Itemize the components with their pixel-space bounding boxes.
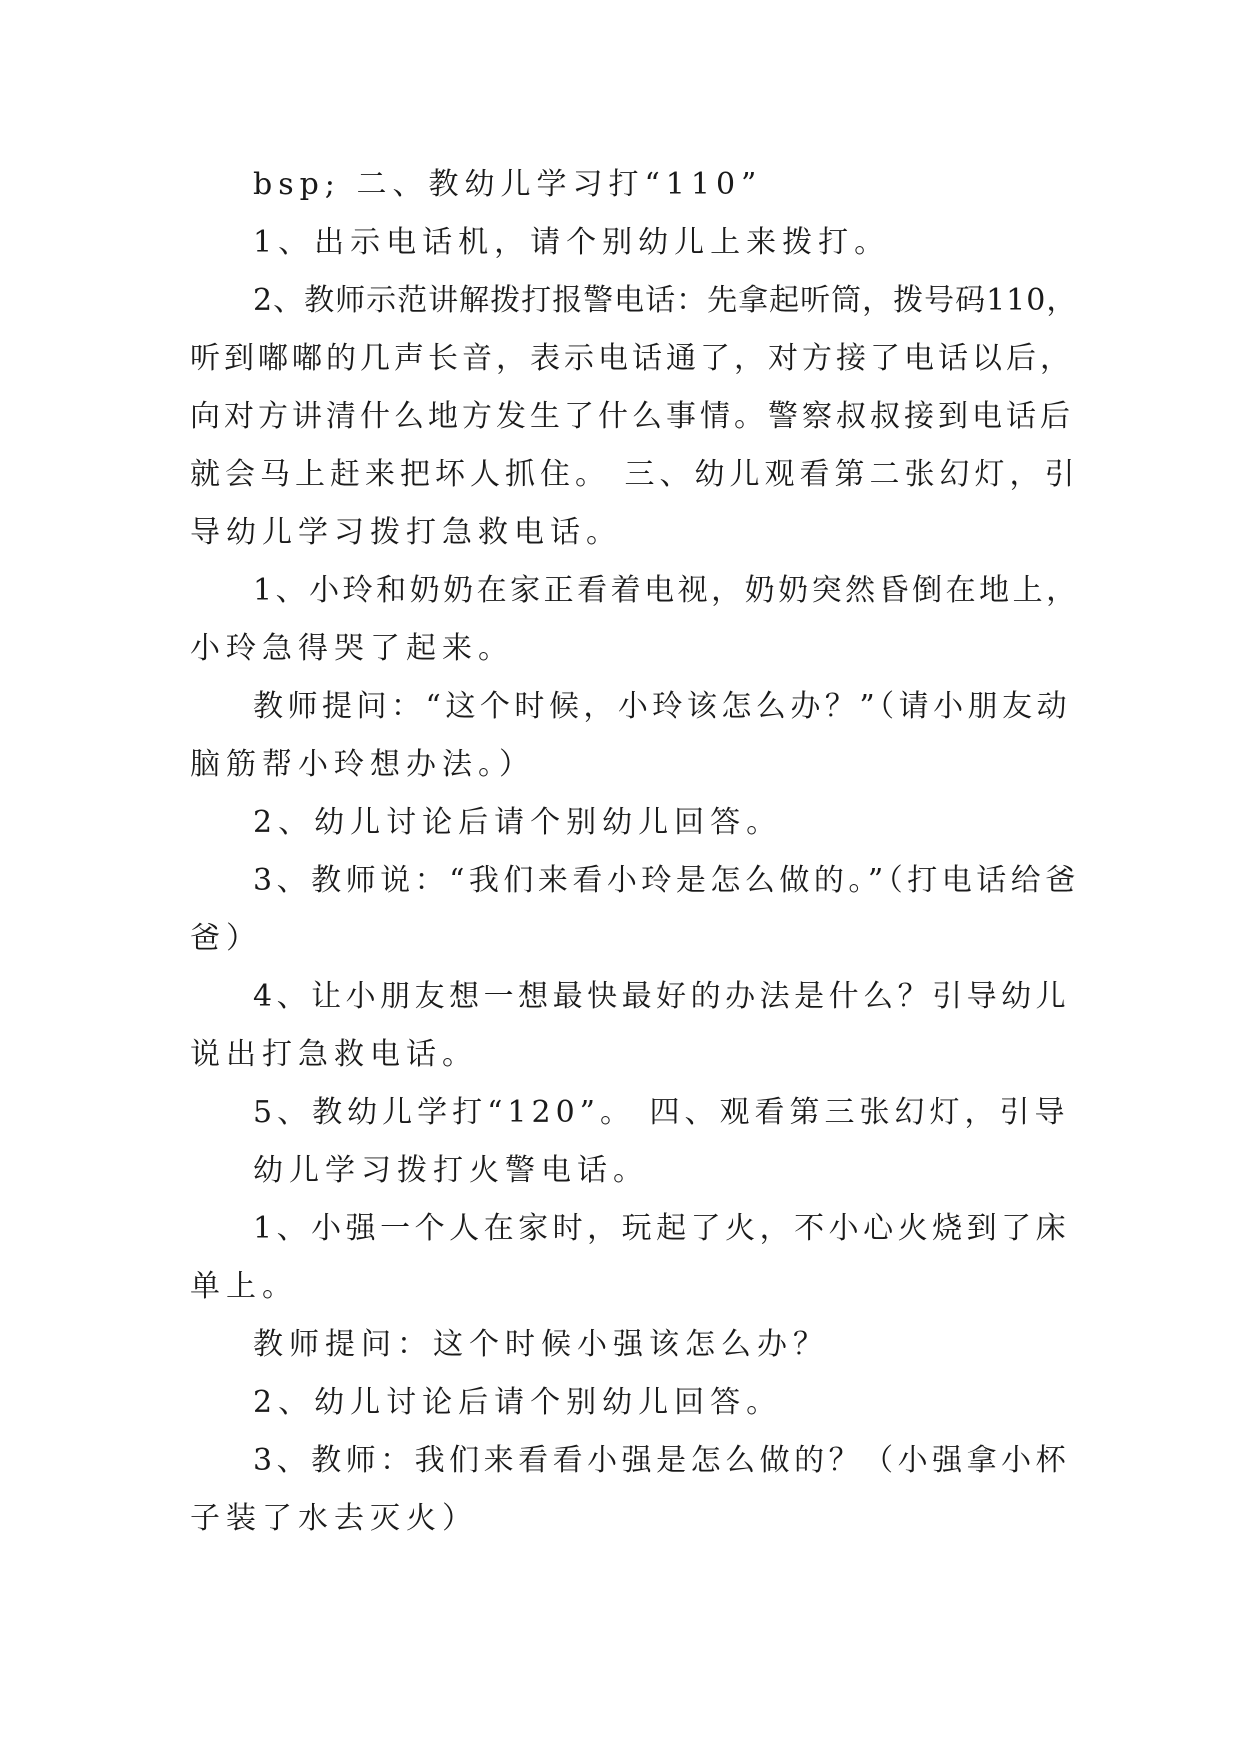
text-line: 2、幼儿讨论后请个别幼儿回答。 bbox=[253, 805, 783, 840]
text-line: 教师提问：这个时候小强该怎么办？ bbox=[253, 1327, 829, 1362]
text-line: bsp; 二、教幼儿学习打“110” bbox=[253, 167, 763, 202]
text-line: 3、教师说：“我们来看小玲是怎么做的。”（打电话给爸 bbox=[253, 863, 1080, 898]
text-line: 子装了水去灭火） bbox=[190, 1501, 478, 1536]
text-line: 幼儿学习拨打火警电话。 bbox=[253, 1153, 649, 1188]
text-line: 导幼儿学习拨打急救电话。 bbox=[190, 515, 622, 550]
text-line: 脑筋帮小玲想办法。） bbox=[190, 747, 535, 782]
text-line: 说出打急救电话。 bbox=[190, 1037, 478, 1072]
text-line: 单上。 bbox=[190, 1269, 298, 1304]
text-line: 2、教师示范讲解拨打报警电话：先拿起听筒，拨号码110， bbox=[253, 283, 1078, 318]
text-line: 1、小强一个人在家时，玩起了火，不小心火烧到了床 bbox=[253, 1211, 1071, 1246]
text-line: 听到嘟嘟的几声长音，表示电话通了，对方接了电话以后， bbox=[190, 341, 1074, 376]
text-line: 教师提问：“这个时候，小玲该怎么办？”（请小朋友动 bbox=[253, 689, 1072, 724]
text-line: 1、出示电话机，请个别幼儿上来拨打。 bbox=[253, 225, 891, 260]
text-line: 小玲急得哭了起来。 bbox=[190, 631, 514, 666]
text-line: 爸） bbox=[190, 921, 262, 956]
text-line: 向对方讲清什么地方发生了什么事情。警察叔叔接到电话后 bbox=[190, 399, 1074, 434]
text-line: 3、教师：我们来看看小强是怎么做的？（小强拿小杯 bbox=[253, 1443, 1071, 1478]
text-line: 2、幼儿讨论后请个别幼儿回答。 bbox=[253, 1385, 783, 1420]
text-line: 就会马上赶来把坏人抓住。 三、幼儿观看第二张幻灯，引 bbox=[190, 457, 1080, 492]
text-line: 4、让小朋友想一想最快最好的办法是什么？引导幼儿 bbox=[253, 979, 1071, 1014]
text-line: 5、教幼儿学打“120”。 四、观看第三张幻灯，引导 bbox=[253, 1095, 1070, 1130]
text-line: 1、小玲和奶奶在家正看着电视，奶奶突然昏倒在地上， bbox=[253, 573, 1080, 608]
